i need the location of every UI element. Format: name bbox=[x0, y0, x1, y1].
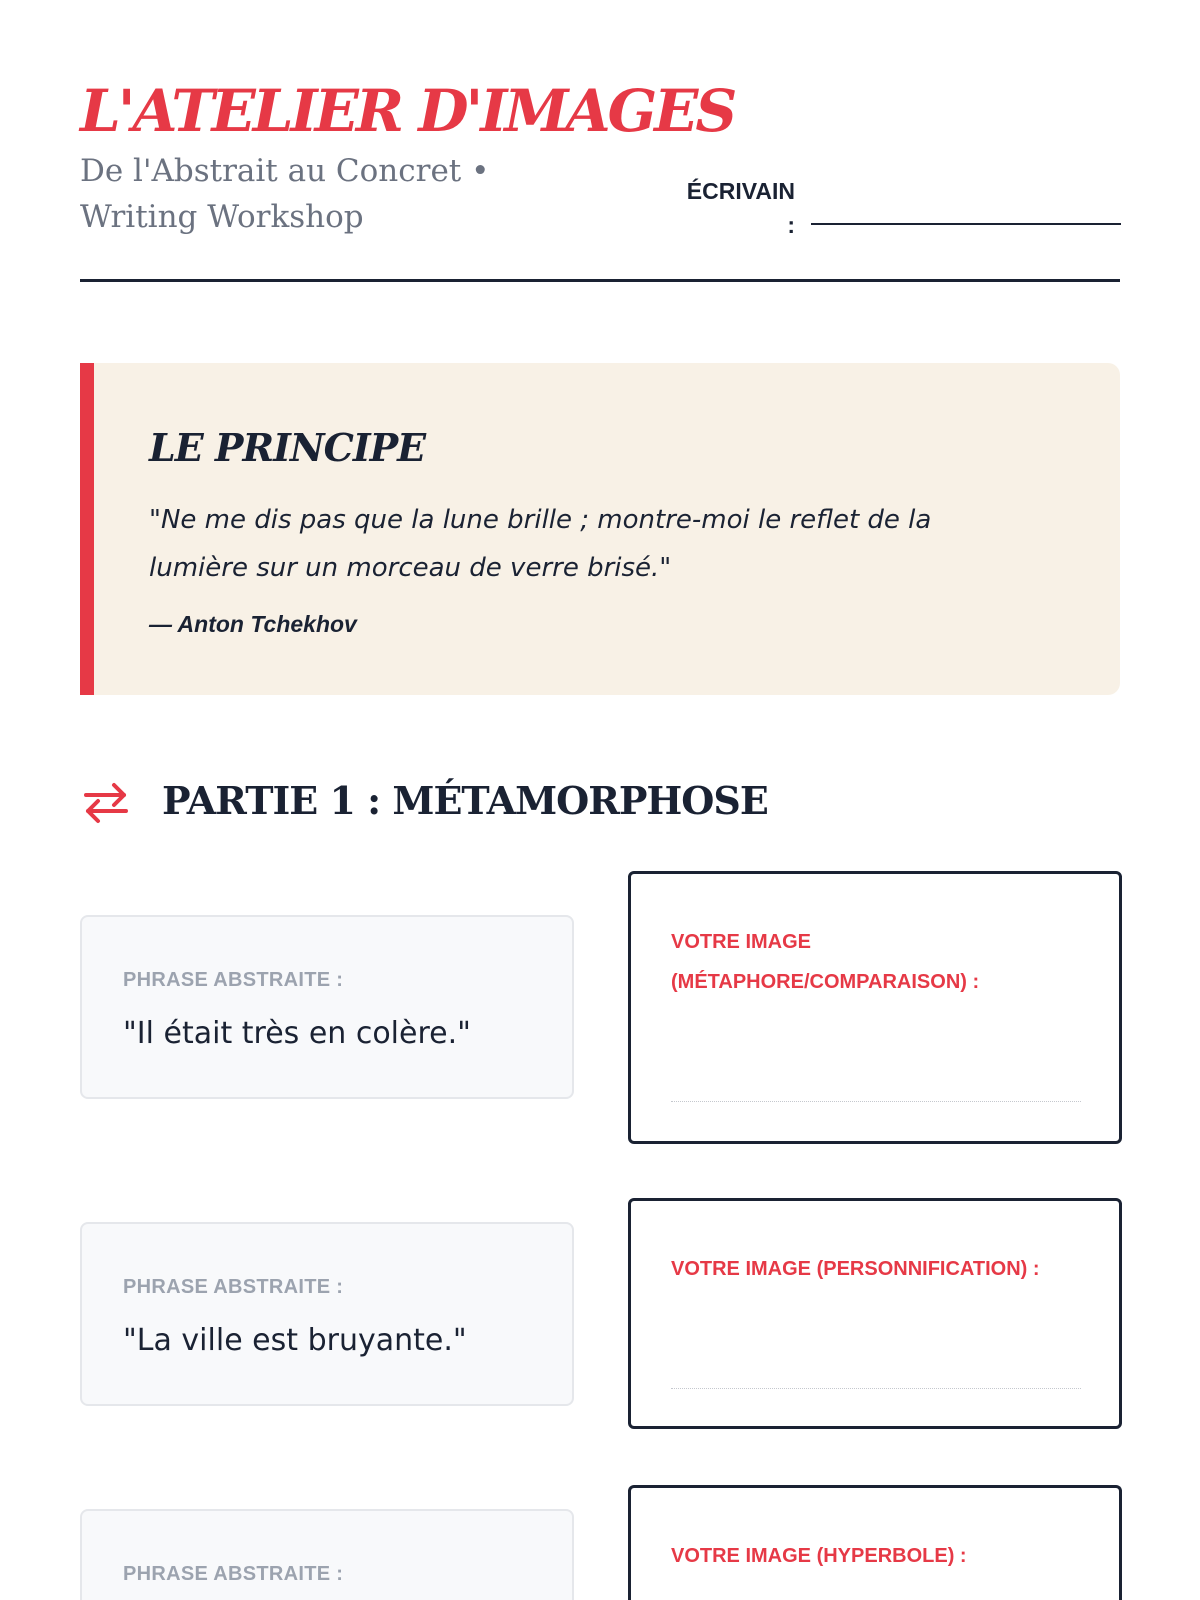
page-title: L'ATELIER D'IMAGES bbox=[80, 77, 735, 145]
abstract-phrase-card bbox=[80, 915, 574, 1099]
answer-line[interactable] bbox=[671, 1388, 1081, 1389]
abstract-phrase-label: PHRASE ABSTRAITE : bbox=[123, 1563, 344, 1585]
image-answer-label: VOTRE IMAGE (PERSONNIFICATION) : bbox=[671, 1258, 1040, 1280]
header-divider bbox=[80, 279, 1120, 282]
swap-arrows-icon bbox=[82, 779, 130, 827]
image-answer-label: VOTRE IMAGE (HYPERBOLE) : bbox=[671, 1545, 967, 1567]
principle-box bbox=[80, 363, 1120, 695]
worksheet-page bbox=[80, 0, 1120, 1600]
image-answer-label: VOTRE IMAGE (MÉTAPHORE/COMPARAISON) : bbox=[671, 931, 980, 993]
abstract-phrase-text: "Il était très en colère." bbox=[123, 1016, 471, 1051]
principle-quote: "Ne me dis pas que la lune brille ; montre-moi le reflet de la lumière sur un morceau de verre brisé." bbox=[149, 505, 932, 583]
writer-name-field[interactable] bbox=[811, 223, 1121, 225]
page-subtitle: De l'Abstrait au Concret • Writing Workshop bbox=[80, 153, 490, 235]
writer-label: ÉCRIVAIN : bbox=[686, 178, 795, 238]
image-answer-box[interactable] bbox=[628, 1485, 1122, 1600]
image-answer-box[interactable] bbox=[628, 1198, 1122, 1429]
abstract-phrase-card bbox=[80, 1222, 574, 1406]
section-title: PARTIE 1 : MÉTAMORPHOSE bbox=[162, 778, 768, 823]
abstract-phrase-card bbox=[80, 1509, 574, 1600]
abstract-phrase-label: PHRASE ABSTRAITE : bbox=[123, 1276, 344, 1298]
image-answer-box[interactable] bbox=[628, 871, 1122, 1144]
abstract-phrase-label: PHRASE ABSTRAITE : bbox=[123, 969, 344, 991]
principle-author: — Anton Tchekhov bbox=[149, 611, 357, 637]
abstract-phrase-text: "La ville est bruyante." bbox=[123, 1323, 467, 1358]
principle-title: LE PRINCIPE bbox=[149, 425, 426, 470]
answer-line[interactable] bbox=[671, 1101, 1081, 1102]
